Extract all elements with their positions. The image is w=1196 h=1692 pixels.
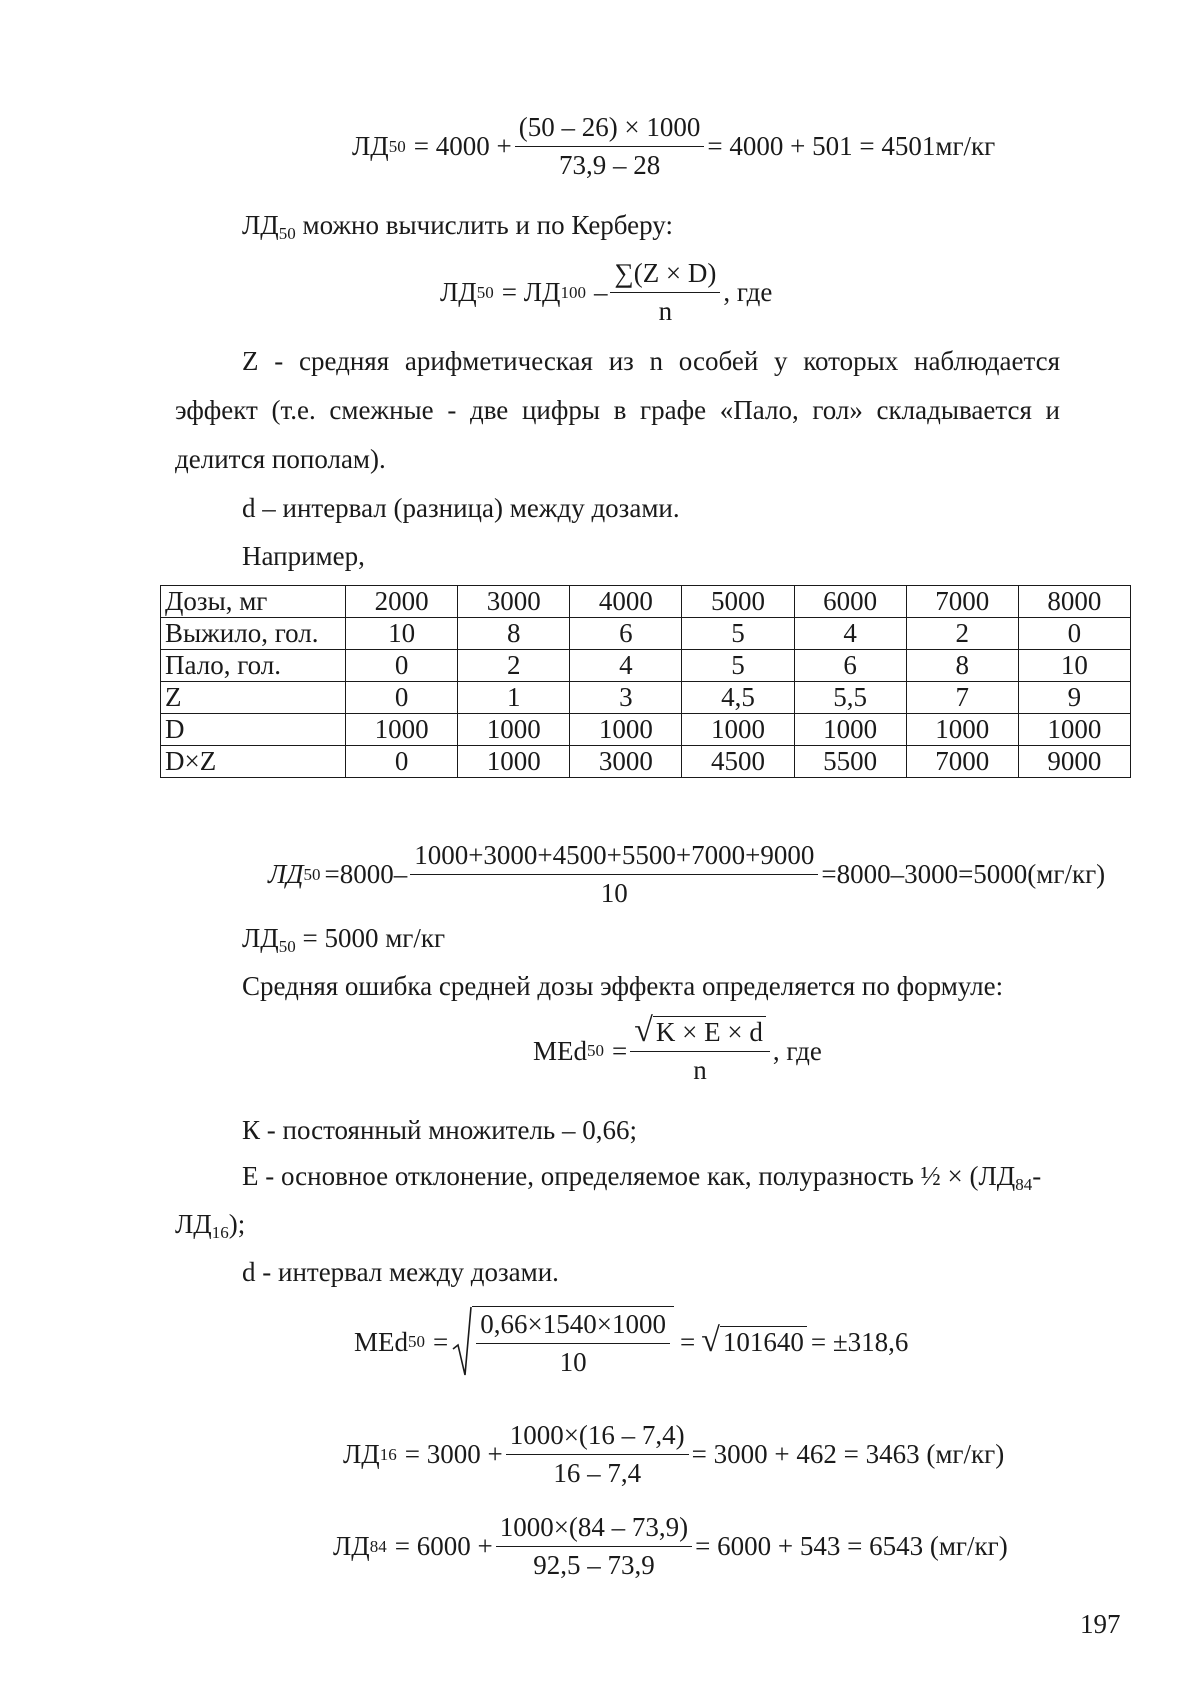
table-cell: 1000 <box>346 714 458 746</box>
table-row <box>161 618 1131 650</box>
formula-minus: – <box>593 277 608 307</box>
paragraph-example: Например, <box>242 541 365 571</box>
table-cell: 1000 <box>458 714 570 746</box>
fraction-denominator: 10 <box>600 878 628 908</box>
formula-med50 <box>533 1012 822 1086</box>
formula-sub: 50 <box>303 864 321 884</box>
text-sub: 50 <box>278 224 296 243</box>
formula-lhs: ЛД <box>440 277 477 307</box>
formula-ld50-calc <box>352 112 995 181</box>
paragraph-ld50-result <box>242 922 445 963</box>
table-cell: 4 <box>570 650 682 682</box>
text-ld: ЛД <box>242 923 279 953</box>
fraction-numerator: ∑(Z × D) <box>610 258 720 293</box>
table-cell: 0 <box>346 682 458 714</box>
formula-fraction <box>410 840 818 909</box>
text-end: ); <box>228 1209 246 1239</box>
sqrt-content: K × E × d <box>653 1016 766 1048</box>
table-row-label: D×Z <box>161 746 346 778</box>
formula-eq: = <box>433 1326 449 1357</box>
formula-mid-eq: = <box>679 1326 696 1357</box>
paragraph-kerber <box>242 209 673 250</box>
text-ld: ЛД <box>175 1209 212 1239</box>
table-cell: 1000 <box>570 714 682 746</box>
table-row <box>161 746 1131 778</box>
table-cell: 0 <box>346 650 458 682</box>
table-cell: 2 <box>458 650 570 682</box>
table-cell: 8 <box>906 650 1018 682</box>
formula-lhs: ЛД <box>343 1439 380 1469</box>
formula-eq: = 6000 + <box>394 1531 493 1561</box>
text-rest: можно вычислить и по Керберу: <box>295 210 673 240</box>
formula-rhs: = 3000 + 462 = 3463 (мг/кг) <box>691 1439 1005 1469</box>
text-rest: = 5000 мг/кг <box>295 923 446 953</box>
table-cell: 1000 <box>458 746 570 778</box>
doses-table <box>160 585 1131 778</box>
formula-eq: = ЛД <box>501 277 561 307</box>
fraction-denominator: 92,5 – 73,9 <box>533 1550 655 1580</box>
formula-fraction <box>506 1420 689 1489</box>
paragraph-e-continuation <box>175 1208 245 1249</box>
formula-rhs: , где <box>772 1035 822 1066</box>
fraction-denominator: 73,9 – 28 <box>558 150 661 180</box>
table-cell: 1000 <box>1018 714 1130 746</box>
paragraph-z-definition: Z - средняя арифметическая из n особей у которых наблюдается эффект (т.е. смежные - две цифры в графе «Пало, гол» складывается и делится пополам). <box>175 346 1060 474</box>
table-cell: 5 <box>682 618 794 650</box>
table-cell: 8 <box>458 618 570 650</box>
formula-sub: 50 <box>408 1332 425 1351</box>
formula-ld50-kerber-result <box>268 840 1105 909</box>
fraction-denominator: n <box>693 1055 707 1085</box>
big-sqrt <box>452 1305 674 1379</box>
table-row-label: D <box>161 714 346 746</box>
table-row <box>161 586 1131 618</box>
table-cell: 5,5 <box>794 682 906 714</box>
fraction-denominator: 10 <box>559 1347 587 1377</box>
formula-fraction <box>610 258 720 327</box>
table-cell: 6 <box>794 650 906 682</box>
table-cell: 8000 <box>1018 586 1130 618</box>
table-cell: 1000 <box>906 714 1018 746</box>
table-row-label: Выжило, гол. <box>161 618 346 650</box>
formula-eq: = 3000 + <box>404 1439 503 1469</box>
table-cell: 4500 <box>682 746 794 778</box>
formula-sub: 16 <box>379 1444 397 1464</box>
fraction-numerator: 0,66×1540×1000 <box>476 1309 670 1344</box>
text-e-part: Е - основное отклонение, определяемое как, полуразность ½ × (ЛД <box>242 1161 1016 1191</box>
table-cell: 2000 <box>346 586 458 618</box>
table-cell: 4,5 <box>682 682 794 714</box>
table-cell: 0 <box>346 746 458 778</box>
formula-fraction <box>496 1512 692 1581</box>
table-cell: 4 <box>794 618 906 650</box>
table-cell: 3000 <box>458 586 570 618</box>
formula-eq: = <box>612 1035 628 1066</box>
formula-lhs: ЛД <box>268 859 304 889</box>
table-cell: 7000 <box>906 746 1018 778</box>
formula-med50-calc <box>354 1305 908 1379</box>
sqrt-sign: √ K × E × d <box>634 1016 766 1048</box>
fraction-numerator: (50 – 26) × 1000 <box>515 112 705 147</box>
table-cell: 5500 <box>794 746 906 778</box>
formula-sub: 84 <box>369 1536 387 1556</box>
table-row <box>161 714 1131 746</box>
formula-rhs: = ±318,6 <box>810 1326 909 1357</box>
big-sqrt-sign <box>452 1305 472 1379</box>
table-cell: 9000 <box>1018 746 1130 778</box>
table-cell: 5 <box>682 650 794 682</box>
table-cell: 4000 <box>570 586 682 618</box>
table-cell: 1 <box>458 682 570 714</box>
formula-rhs: , где <box>723 277 773 307</box>
formula-ld84 <box>333 1512 1008 1581</box>
formula-fraction <box>476 1309 670 1378</box>
paragraph-d-definition: d – интервал (разница) между дозами. <box>242 493 680 523</box>
table-cell: 10 <box>1018 650 1130 682</box>
formula-eq: = 4000 + <box>413 131 512 161</box>
text-ld: ЛД <box>242 210 279 240</box>
formula-sub: 50 <box>476 282 494 302</box>
formula-lhs: ЛД <box>352 131 389 161</box>
formula-lhs: MEd <box>354 1326 408 1357</box>
table-cell: 5000 <box>682 586 794 618</box>
table-row-label: Дозы, мг <box>161 586 346 618</box>
table-row-label: Z <box>161 682 346 714</box>
table-cell: 1000 <box>794 714 906 746</box>
table-row-label: Пало, гол. <box>161 650 346 682</box>
formula-rhs: = 4000 + 501 = 4501мг/кг <box>707 131 996 161</box>
formula-rhs: =8000–3000=5000(мг/кг) <box>821 859 1106 889</box>
table-cell: 9 <box>1018 682 1130 714</box>
formula-lhs: ЛД <box>333 1531 370 1561</box>
table-cell: 3 <box>570 682 682 714</box>
table-cell: 7 <box>906 682 1018 714</box>
text-dash: - <box>1032 1161 1042 1191</box>
formula-eq: =8000– <box>324 859 408 889</box>
formula-fraction <box>515 112 705 181</box>
table-cell: 6 <box>570 618 682 650</box>
table-row <box>161 650 1131 682</box>
formula-sub: 50 <box>388 136 406 156</box>
big-sqrt-content <box>472 1306 674 1378</box>
formula-kerber <box>440 258 772 327</box>
text-sub: 50 <box>278 937 296 956</box>
text-sub: 84 <box>1015 1175 1033 1194</box>
sqrt-sign: √ 101640 <box>701 1326 807 1358</box>
paragraph-d-interval: d - интервал между дозами. <box>242 1257 559 1287</box>
table-cell: 1000 <box>682 714 794 746</box>
text-sub: 16 <box>211 1223 229 1242</box>
table-cell: 2 <box>906 618 1018 650</box>
table-cell: 6000 <box>794 586 906 618</box>
formula-rhs: = 6000 + 543 = 6543 (мг/кг) <box>695 1531 1008 1561</box>
fraction-numerator <box>630 1012 770 1052</box>
formula-lhs: MEd <box>533 1035 587 1066</box>
fraction-numerator: 1000+3000+4500+5500+7000+9000 <box>410 840 818 875</box>
sqrt-content: 101640 <box>720 1326 807 1358</box>
table-row <box>161 682 1131 714</box>
table-cell: 0 <box>1018 618 1130 650</box>
paragraph-k-definition: К - постоянный множитель – 0,66; <box>242 1115 637 1145</box>
formula-ld16 <box>343 1420 1004 1489</box>
formula-fraction <box>630 1012 770 1086</box>
paragraph-mean-error: Средняя ошибка средней дозы эффекта определяется по формуле: <box>242 971 1004 1001</box>
formula-sub2: 100 <box>560 282 586 302</box>
page-number: 197 <box>1080 1609 1121 1639</box>
fraction-numerator: 1000×(16 – 7,4) <box>506 1420 689 1455</box>
formula-sub: 50 <box>587 1041 604 1060</box>
fraction-numerator: 1000×(84 – 73,9) <box>496 1512 692 1547</box>
fraction-denominator: n <box>658 296 673 326</box>
table-cell: 10 <box>346 618 458 650</box>
table-cell: 3000 <box>570 746 682 778</box>
fraction-denominator: 16 – 7,4 <box>553 1458 642 1488</box>
paragraph-e-definition <box>242 1160 1112 1201</box>
table-cell: 7000 <box>906 586 1018 618</box>
